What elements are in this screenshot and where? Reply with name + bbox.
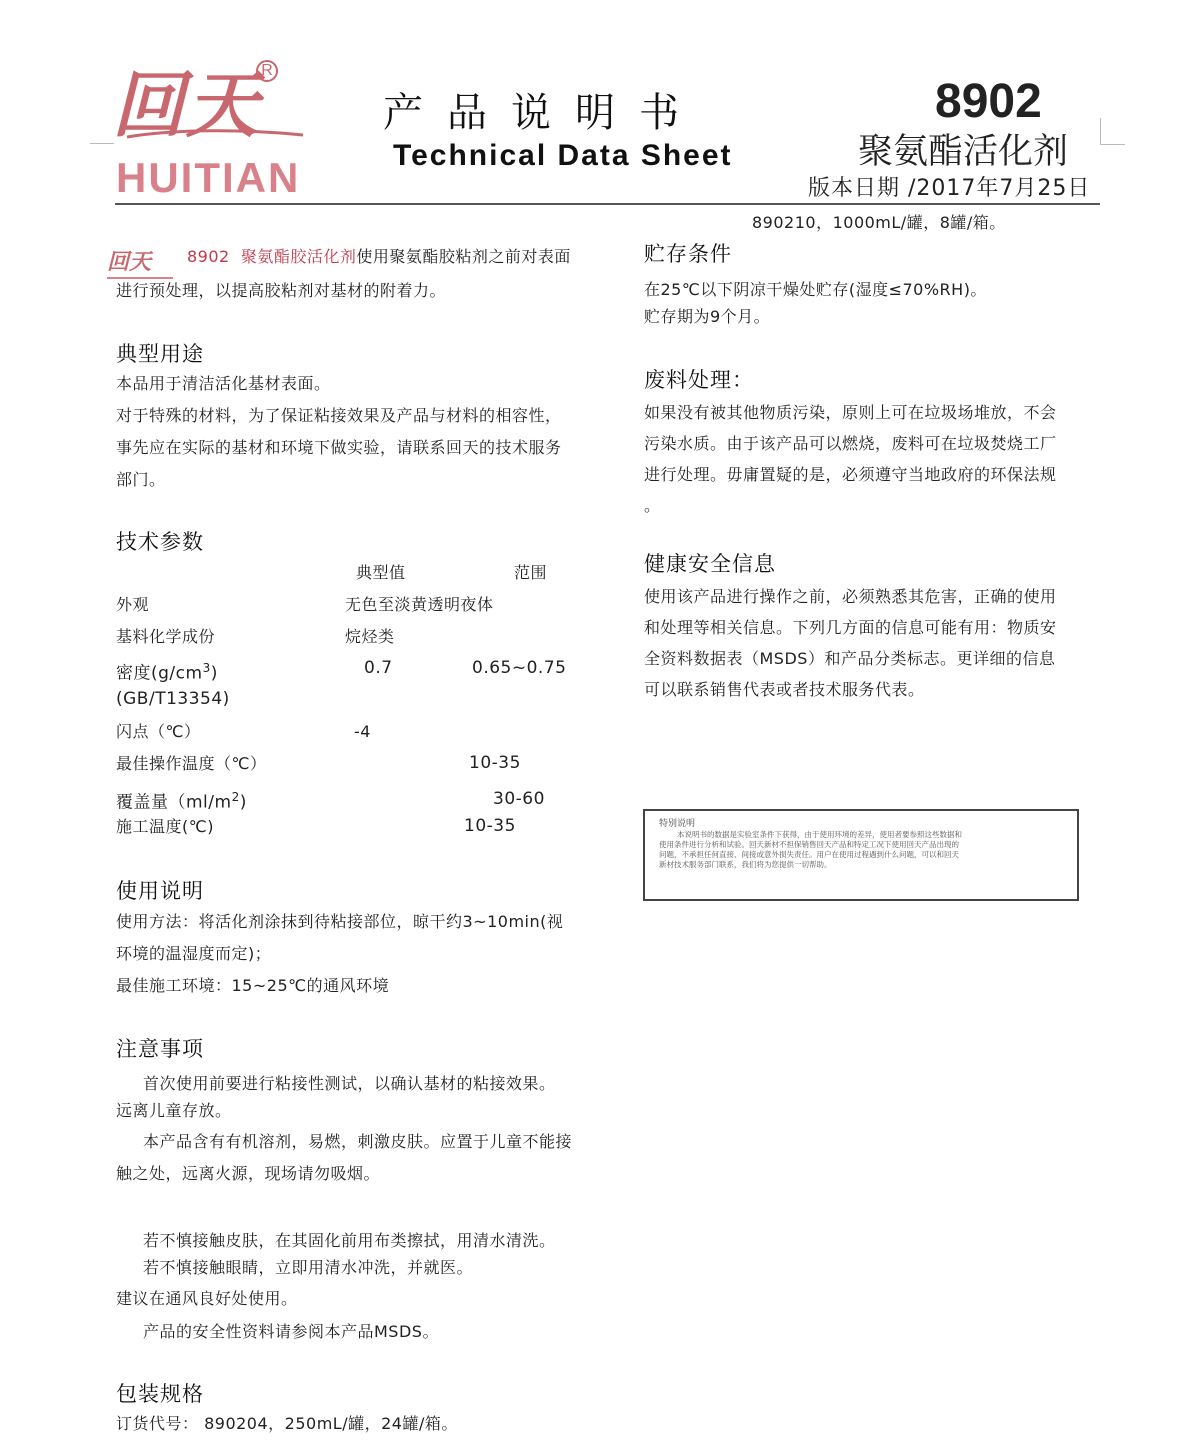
tech-appearance-label: 外观 <box>116 595 150 614</box>
storage-line-1: 在25℃以下阴凉干燥处贮存(湿度≤70%RH)。 <box>644 280 987 299</box>
cautions-line-2: 远离儿童存放。 <box>116 1101 232 1120</box>
disclaimer-line-1: 本说明书的数据是实验室条件下获得，由于使用环境的差异，使用者要参照这些数据和 <box>677 830 962 839</box>
intro-line-2: 进行预处理，以提高胶粘剂对基材的附着力。 <box>116 281 447 300</box>
tech-chem-label: 基料化学成份 <box>116 627 216 646</box>
page-title-english: Technical Data Sheet <box>393 139 733 172</box>
usage-line-4: 部门。 <box>116 470 166 489</box>
header-divider <box>115 203 1100 205</box>
disclaimer-line-3: 问题，不承担任何直接、间接或意外损失责任。用户在使用过程遇到什么问题，可以和回天 <box>659 850 959 859</box>
tech-apptemp-range: 10-35 <box>464 816 516 836</box>
cautions-line-4: 触之处，远离火源，现场请勿吸烟。 <box>116 1164 381 1183</box>
coverage-label-close: ) <box>239 792 247 813</box>
tech-appearance-value: 无色至淡黄透明夜体 <box>345 595 494 614</box>
tech-flash-label: 闪点（℃） <box>116 722 201 741</box>
usage-heading: 典型用途 <box>116 342 204 366</box>
cautions-line-8: 产品的安全性资料请参阅本产品MSDS。 <box>143 1322 439 1341</box>
tech-coverage-range: 30-60 <box>493 789 545 809</box>
logo-english-text: HUITIAN <box>116 154 301 201</box>
health-line-1: 使用该产品进行操作之前，必须熟悉其危害，正确的使用 <box>644 587 1057 606</box>
health-line-4: 可以联系销售代表或者技术服务代表。 <box>644 680 925 699</box>
disposal-heading: 废料处理： <box>644 368 754 392</box>
huitian-logo <box>90 55 315 200</box>
cautions-line-7: 建议在通风良好处使用。 <box>116 1289 298 1308</box>
disposal-line-3: 进行处理。毋庸置疑的是，必须遵守当地政府的环保法规 <box>644 465 1057 484</box>
tech-apptemp-label: 施工温度(℃) <box>116 817 214 836</box>
small-logo-text: 回天 <box>107 249 152 275</box>
coverage-superscript: 2 <box>231 790 240 804</box>
tech-flash-typical: -4 <box>354 722 371 741</box>
disposal-line-4: 。 <box>644 496 661 515</box>
intro-line-1 <box>187 241 571 272</box>
tech-density-standard: (GB/T13354) <box>116 689 230 709</box>
usage-line-1: 本品用于清洁活化基材表面。 <box>116 374 331 393</box>
version-date: 版本日期 /2017年7月25日 <box>808 176 1091 201</box>
tech-col-range: 范围 <box>514 563 548 582</box>
density-superscript: 3 <box>202 661 211 675</box>
logo-swoosh-icon <box>125 127 305 141</box>
intro-name: 聚氨酯胶活化剂 <box>240 247 357 266</box>
storage-line-2: 贮存期为9个月。 <box>644 307 771 326</box>
density-label-text: 密度(g/cm <box>116 663 203 684</box>
packaging-line-1: 订货代号： 890204，250mL/罐，24罐/箱。 <box>116 1414 458 1433</box>
page-title-chinese: 产品说明书 <box>383 90 703 136</box>
tech-density-range: 0.65~0.75 <box>472 658 567 678</box>
product-name: 聚氨酯活化剂 <box>858 132 1069 172</box>
tech-density-typical: 0.7 <box>364 658 393 678</box>
health-line-2: 和处理等相关信息。下列几方面的信息可能有用：物质安 <box>644 618 1057 637</box>
health-heading: 健康安全信息 <box>644 552 776 576</box>
instructions-line-3: 最佳施工环境：15~25℃的通风环境 <box>116 976 390 995</box>
cautions-line-5: 若不慎接触皮肤，在其固化前用布类擦拭，用清水清洗。 <box>143 1231 556 1250</box>
intro-text-1: 使用聚氨酯胶粘剂之前对表面 <box>356 247 571 266</box>
tech-heading: 技术参数 <box>116 530 204 554</box>
packaging-heading: 包装规格 <box>116 1382 204 1406</box>
disposal-line-1: 如果没有被其他物质污染，原则上可在垃圾场堆放，不会 <box>644 403 1057 422</box>
instructions-line-1: 使用方法：将活化剂涂抹到待粘接部位，晾干约3~10min(视 <box>116 912 564 931</box>
cautions-heading: 注意事项 <box>116 1037 204 1061</box>
product-code: 8902 <box>935 75 1042 128</box>
tech-chem-value: 烷烃类 <box>345 627 395 646</box>
intro-code: 8902 <box>187 247 230 266</box>
registered-mark-icon: R <box>256 60 278 82</box>
usage-line-2: 对于特殊的材料，为了保证粘接效果及产品与材料的相容性， <box>116 406 562 425</box>
logo-chinese-text: 回天 <box>112 62 261 147</box>
disclaimer-line-4: 新材技术服务部门联系，我们将为您提供一切帮助。 <box>659 860 832 869</box>
density-label-close: ) <box>210 663 218 684</box>
tech-optemp-label: 最佳操作温度（℃） <box>116 754 267 773</box>
instructions-heading: 使用说明 <box>116 879 204 903</box>
cautions-line-1: 首次使用前要进行粘接性测试，以确认基材的粘接效果。 <box>143 1074 556 1093</box>
coverage-label-text: 覆盖量（ml/m <box>116 792 232 813</box>
disclaimer-box <box>643 809 1079 901</box>
disposal-line-2: 污染水质。由于该产品可以燃烧，废料可在垃圾焚烧工厂 <box>644 434 1057 453</box>
corner-mark-right <box>1100 118 1125 145</box>
cautions-line-3: 本产品含有有机溶剂，易燃，刺激皮肤。应置于儿童不能接 <box>143 1132 573 1151</box>
cautions-line-6: 若不慎接触眼睛，立即用清水冲洗，并就医。 <box>143 1258 474 1277</box>
tech-optemp-range: 10-35 <box>469 753 521 773</box>
usage-line-3: 事先应在实际的基材和环境下做实验，请联系回天的技术服务 <box>116 438 562 457</box>
tech-col-typical: 典型值 <box>356 563 406 582</box>
disclaimer-title: 特别说明 <box>659 819 696 829</box>
storage-heading: 贮存条件 <box>644 242 732 266</box>
health-line-3: 全资料数据表（MSDS）和产品分类标志。更详细的信息 <box>644 649 1056 668</box>
packaging-line-2: 890210，1000mL/罐，8罐/箱。 <box>752 213 1006 232</box>
disclaimer-line-2: 使用条件进行分析和试验。回天新材不担保销售回天产品和特定工况下使用回天产品出现的 <box>659 840 959 849</box>
instructions-line-2: 环境的温湿度而定)； <box>116 944 272 963</box>
